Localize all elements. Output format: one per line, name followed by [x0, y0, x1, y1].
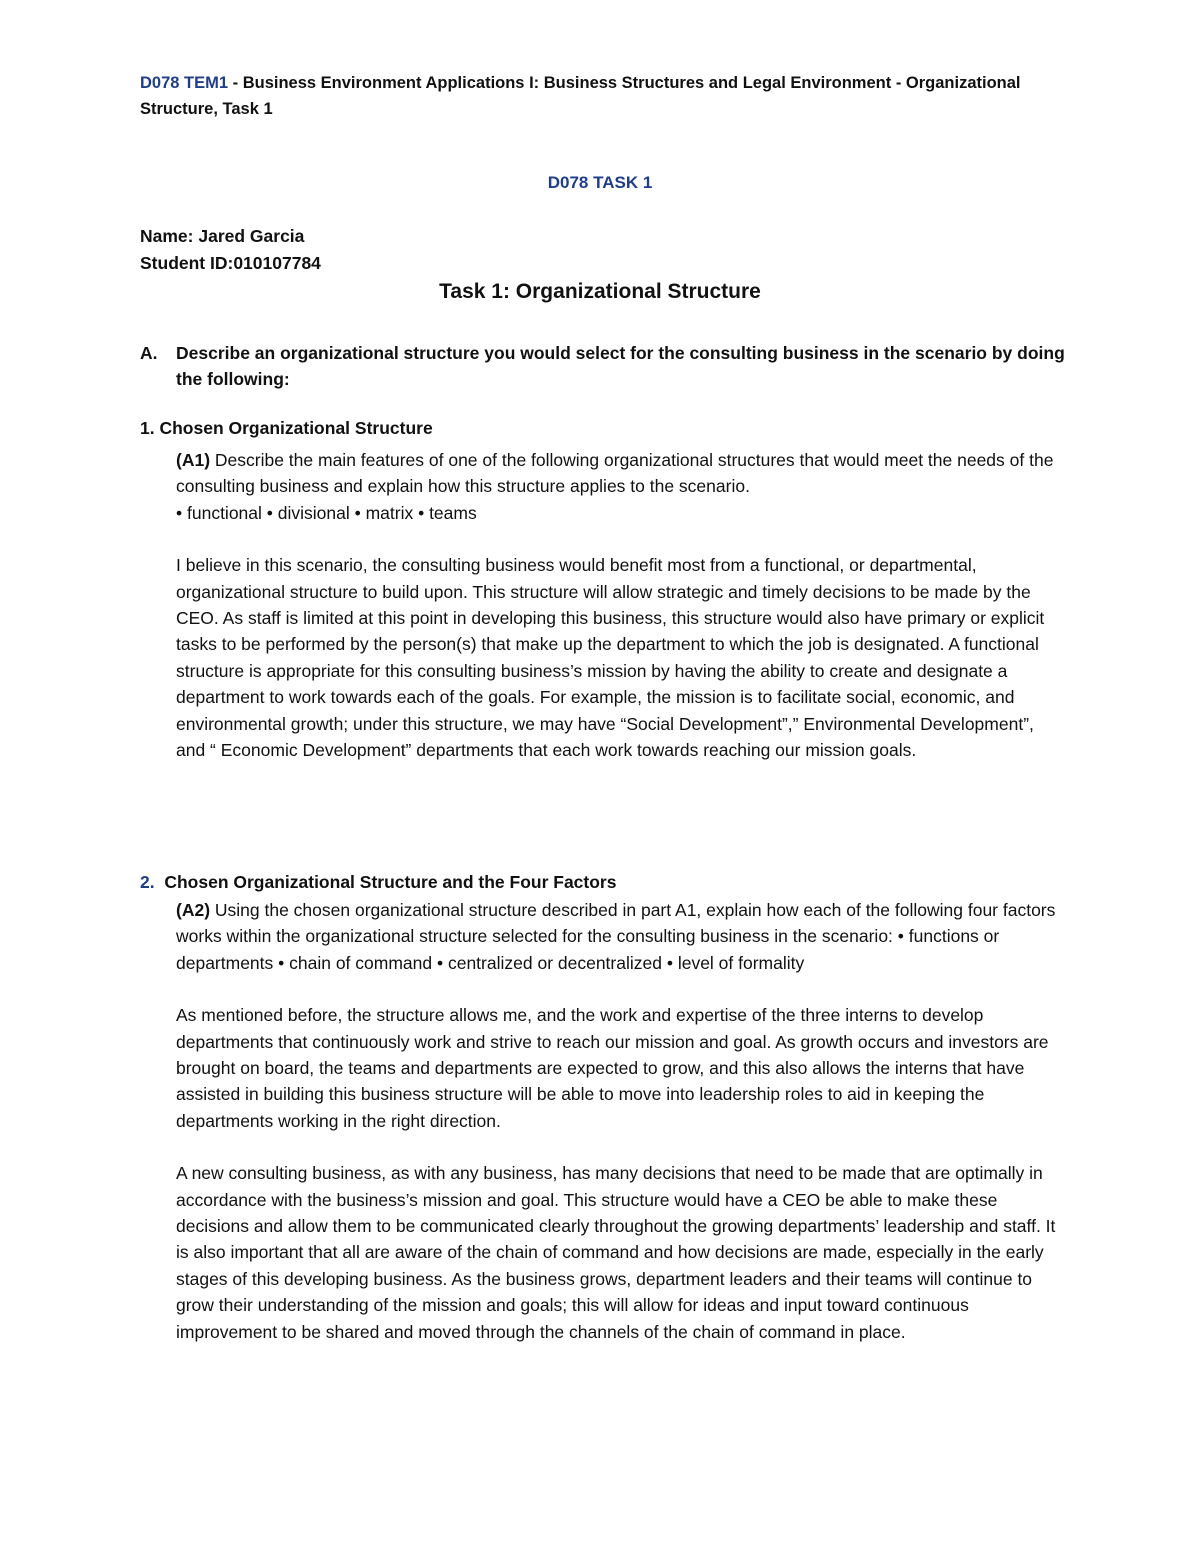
course-title: - Business Environment Applications I: Business Structures and Legal Environment - Organizational Structure, Task 1 [140, 74, 1021, 118]
course-code: D078 TEM1 [140, 74, 229, 92]
question-a-text: Describe an organizational structure you would select for the consulting business in the scenario by doing the following: [176, 343, 1065, 389]
document-title: D078 TASK 1 [547, 173, 653, 192]
section-1-title: 1. Chosen Organizational Structure [140, 418, 433, 438]
a2-prompt-text: Using the chosen organizational structure described in part A1, explain how each of the following four factors works within the organizational structure selected for the consulting business in the scenario: • functions or departments • chain of command • centralized or decentralized • level of formality [176, 900, 1056, 973]
question-a-marker: A. [140, 343, 158, 363]
section-2-prompt [176, 897, 1066, 976]
a1-label: (A1) [176, 450, 211, 470]
student-id: Student ID:010107784 [140, 253, 321, 273]
section-2-answer-1: As mentioned before, the structure allows me, and the work and expertise of the three interns to develop departments that continuously work and strive to reach our mission and goal. As growth occurs and investors are brought on board, the teams and departments are expected to grow, and this also allows the interns that have assisted in building this business structure will be able to move into leadership roles to aid in keeping the departments working in the right direction. [176, 1005, 1049, 1131]
course-header [140, 70, 1060, 122]
section-2-title [140, 872, 616, 893]
section-1-prompt [176, 447, 1066, 500]
section-1-answer: I believe in this scenario, the consulting business would benefit most from a functional, or departmental, organizational structure to build upon. This structure will allow strategic and timely decisions to be made by the CEO. As staff is limited at this point in developing this business, this structure would also have primary or explicit tasks to be performed by the person(s) that make up the department to which the job is designated. A functional structure is appropriate for this consulting business’s mission by having the ability to create and designate a department to work towards each of the goals. For example, the mission is to facilitate social, economic, and environmental growth; under this structure, we may have “Social Development”,” Environmental Development”, and “ Economic Development” departments that each work towards reaching our mission goals. [176, 555, 1045, 761]
section-1-body [176, 447, 1066, 763]
a2-label: (A2) [176, 900, 211, 920]
section-2-title-text: Chosen Organizational Structure and the Four Factors [154, 872, 617, 892]
a1-prompt-text: Describe the main features of one of the following organizational structures that would meet the needs of the consulting business and explain how this structure applies to the scenario. [176, 450, 1054, 497]
section-2-answer-2: A new consulting business, as with any business, has many decisions that need to be made that are optimally in accordance with the business’s mission and goal. This structure would have a CEO be able to make these decisions and allow them to be communicated clearly throughout the growing departments’ leadership and staff. It is also important that all are aware of the chain of command and how decisions are made, especially in the early stages of this developing business. As the business grows, department leaders and their teams will continue to grow their understanding of the mission and goals; this will allow for ideas and input toward continuous improvement to be shared and moved through the channels of the chain of command in place. [176, 1163, 1056, 1342]
question-a [140, 340, 1080, 392]
student-name: Name: Jared Garcia [140, 226, 305, 246]
section-2-number: 2. [140, 872, 155, 892]
structure-options: • functional • divisional • matrix • teams [176, 502, 477, 523]
task-heading: Task 1: Organizational Structure [439, 280, 761, 303]
section-2-body [176, 897, 1066, 1345]
